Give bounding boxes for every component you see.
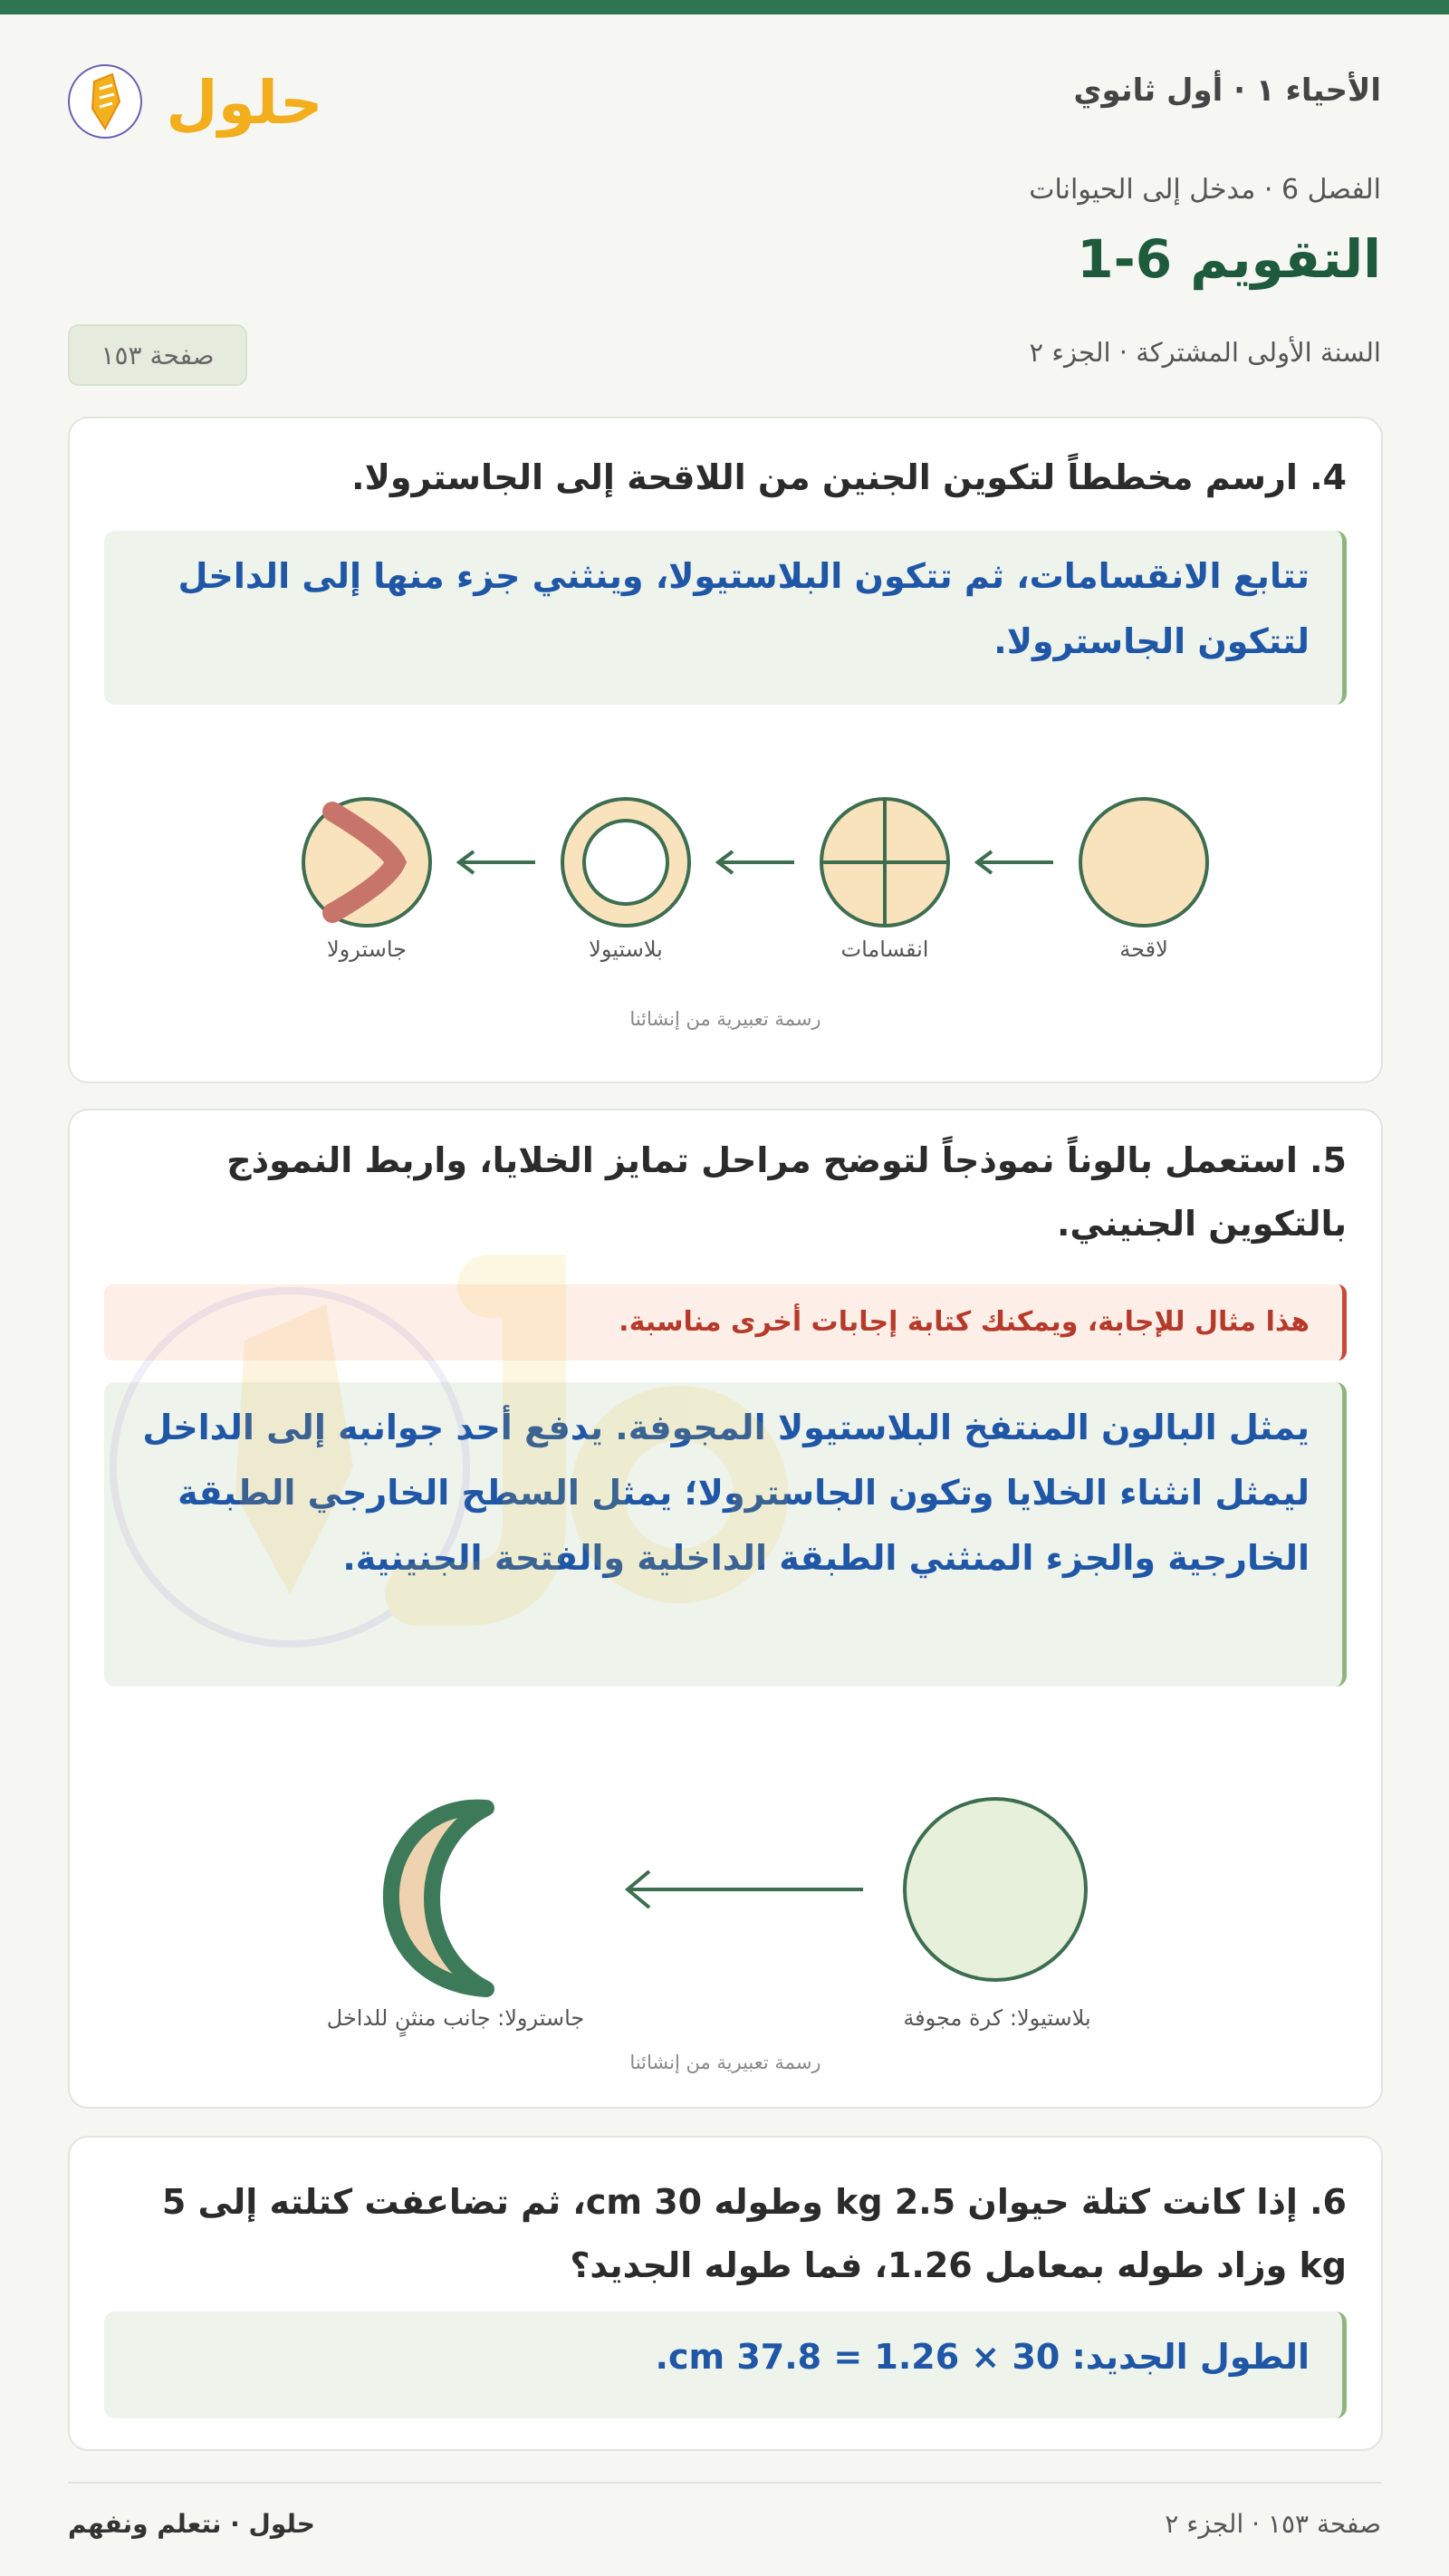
diagram-caption: رسمة تعبيرية من إنشائنا xyxy=(629,2052,821,2073)
label-blastula: بلاستيولا xyxy=(589,937,663,962)
footer-brand: حلول · نتعلم ونفهم xyxy=(68,2509,315,2539)
label-cleavage: انقسامات xyxy=(840,937,929,962)
question-6-text: 6. إذا كانت كتلة حيوان 2.5 kg وطوله 30 cm، ثم تضاعفت كتلته إلى 5 kg وزاد طوله بمعامل 1.26، فما طوله الجديد؟ xyxy=(161,2182,1347,2285)
top-accent-bar xyxy=(0,0,1449,14)
label-gastrula: جاسترولا xyxy=(326,937,408,962)
arrow-icon xyxy=(459,851,535,873)
question-5-answer: يمثل البالون المنتفخ البلاستيولا المجوفة. يدفع أحد جوانبه إلى الداخل ليمثل انثناء الخلايا وتكون الجاسترولا؛ يمثل السطح الخارجي الطبقة الخارجية والجزء المنثني الطبقة الداخلية والفتحة الجنينية. xyxy=(104,1382,1347,1687)
gastrula-cell xyxy=(303,799,430,926)
chapter-label: الفصل 6 · مدخل إلى الحيوانات xyxy=(1029,174,1381,206)
footer-divider xyxy=(68,2482,1381,2484)
question-card-6 xyxy=(68,2136,1383,2451)
question-4-text: 4. ارسم مخططاً لتكوين الجنين من اللاقحة إلى الجاسترولا. xyxy=(351,457,1347,497)
balloon-model-diagram xyxy=(70,1763,1381,2098)
page-title: التقويم 6-1 xyxy=(1077,228,1381,290)
label-blastula-sphere: بلاستيولا: كرة مجوفة xyxy=(903,2005,1091,2031)
logo-wordmark: حلول xyxy=(166,68,323,138)
answer-note: هذا مثال للإجابة، ويمكنك كتابة إجابات أخرى مناسبة. xyxy=(104,1284,1347,1360)
label-gastrula-fold: جاسترولا: جانب منثنٍ للداخل xyxy=(326,2005,585,2031)
blastula-cell xyxy=(562,799,689,926)
question-5-text: 5. استعمل بالوناً نموذجاً لتوضح مراحل تمايز الخلايا، واربط النموذج بالتكوين الجنيني. xyxy=(226,1140,1347,1244)
question-6-answer: الطول الجديد: 30 × 1.26 = 37.8 cm. xyxy=(104,2312,1347,2418)
question-card-5 xyxy=(68,1109,1383,2109)
arrow-icon xyxy=(977,851,1053,873)
page-badge: صفحة ١٥٣ xyxy=(68,324,247,386)
diagram-caption: رسمة تعبيرية من إنشائنا xyxy=(629,1008,821,1030)
label-zygote: لاقحة xyxy=(1119,937,1168,962)
blastula-sphere xyxy=(905,1799,1086,1980)
zygote-cell xyxy=(1080,799,1207,926)
gastrula-crescent xyxy=(391,1808,486,1989)
question-card-4 xyxy=(68,417,1383,1083)
question-4-answer: تتابع الانقسامات، ثم تتكون البلاستيولا، وينثني جزء منها إلى الداخل لتتكون الجاسترولا. xyxy=(104,531,1347,705)
hulul-logo[interactable] xyxy=(67,45,323,145)
arrow-icon xyxy=(628,1871,863,1908)
arrow-icon xyxy=(718,851,794,873)
subject-title: الأحياء ١ · أول ثانوي xyxy=(1073,72,1381,109)
embryo-development-diagram xyxy=(70,763,1381,1053)
cleavage-cell xyxy=(821,799,948,926)
footer-page-info: صفحة ١٥٣ · الجزء ٢ xyxy=(1165,2509,1381,2539)
grade-meta: السنة الأولى المشتركة · الجزء ٢ xyxy=(1029,337,1381,368)
